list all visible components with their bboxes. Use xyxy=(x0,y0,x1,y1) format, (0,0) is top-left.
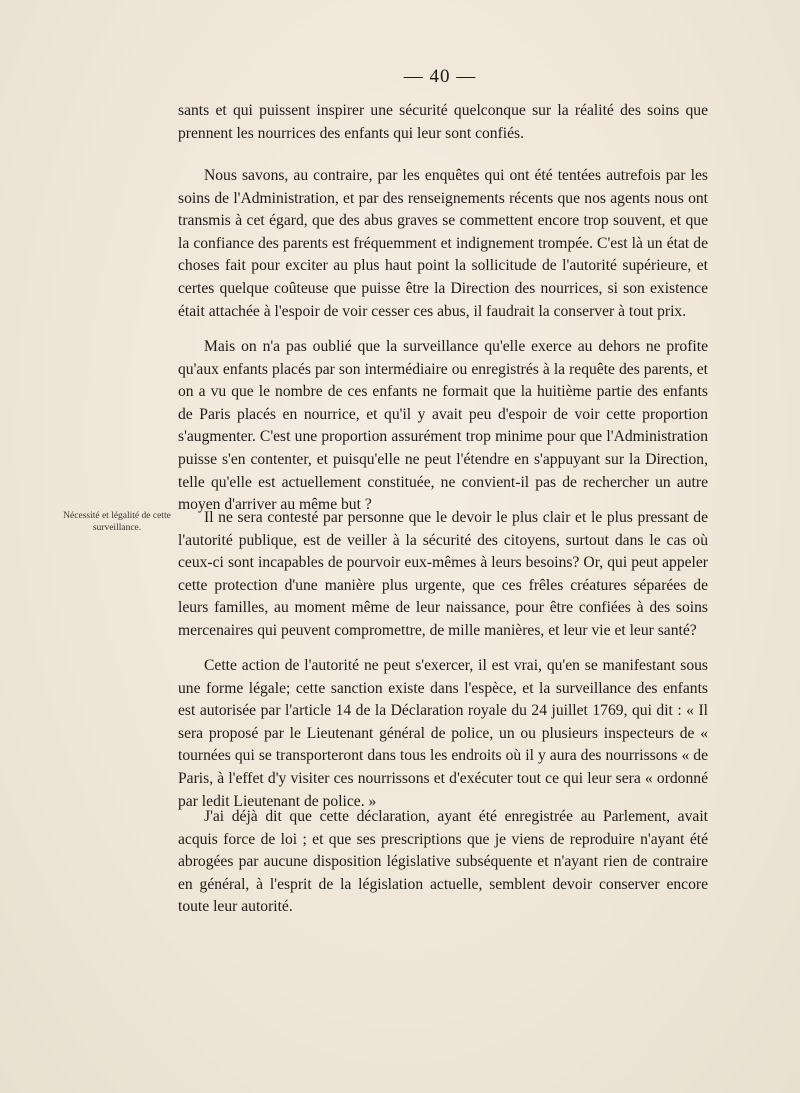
paragraph-block-4 xyxy=(178,507,708,643)
paragraph-block-2 xyxy=(178,165,708,323)
paragraph-continuation xyxy=(178,100,708,145)
paragraph-1: sants et qui puissent inspirer une sécurité quelconque sur la réalité des soins que prennent les nourrices des enfants qui leur sont confiés. xyxy=(178,102,708,142)
paragraph-2: Nous savons, au contraire, par les enquêtes qui ont été tentées autrefois par les soins de l'Administration, et par des renseignements récents que nos agents nous ont transmis à cet égard, que des abus graves se commettent encore trop souvent, et que la confiance des parents est fréquemment et indignement trompée. C'est là un état de choses fait pour exciter au plus haut point la sollicitude de l'autorité supérieure, et certes quelque coûteuse que puisse être la Direction des nourrices, si son existence était attachée à l'espoir de voir cesser ces abus, il faudrait la conserver à tout prix. xyxy=(178,167,708,320)
paragraph-block-3 xyxy=(178,336,708,517)
paragraph-5: Cette action de l'autorité ne peut s'exercer, il est vrai, qu'en se manifestant sous une forme légale; cette sanction existe dans l'espèce, et la surveillance des enfants est autorisée par l'article 14 de la Déclaration royale du 24 juillet 1769, qui dit : « Il sera proposé par le Lieutenant général de police, un ou plusieurs inspecteurs de « tournées qui se transporteront dans tous les endroits où il y aura des nourrissons « de Paris, à l'effet d'y visiter ces nourrissons et d'exécuter tout ce qui leur sera « ordonné par ledit Lieutenant de police. » xyxy=(178,657,708,810)
margin-note: Nécessité et légalité de cette surveillance. xyxy=(63,511,171,533)
paragraph-3: Mais on n'a pas oublié que la surveillance qu'elle exerce au dehors ne profite qu'aux enfants placés par son intermédiaire ou enregistrés à la requête des parents, et on a vu que le nombre de ces enfants ne formait que la huitième partie des enfants de Paris placés en nourrice, et qu'il y avait peu d'espoir de voir cette proportion s'augmenter. C'est une proportion assurément trop minime pour que l'Administration puisse s'en contenter, et puisqu'elle ne peut l'étendre en s'appuyant sur la Direction, telle qu'elle est actuellement constituée, ne convient-il pas de rechercher un autre moyen d'arriver au même but ? xyxy=(178,338,708,514)
paragraph-block-5 xyxy=(178,655,708,813)
paragraph-6: J'ai déjà dit que cette déclaration, ayant été enregistrée au Parlement, avait acquis force de loi ; et que ses prescriptions que je viens de reproduire n'ayant été abrogées par aucune disposition législative subséquente et n'ayant rien de contraire en général, à l'esprit de la législation actuelle, semblent devoir conserver encore toute leur autorité. xyxy=(178,808,708,916)
paragraph-4: Il ne sera contesté par personne que le devoir le plus clair et le plus pressant de l'autorité publique, est de veiller à la sécurité des citoyens, surtout dans le cas où ceux-ci sont incapables de pourvoir eux-mêmes à leurs besoins? Or, qui peut appeler cette protection d'une manière plus urgente, que ces frêles créatures séparées de leurs familles, au moment même de leur naissance, pour être confiées à des soins mercenaires qui peuvent compromettre, de mille manières, et leur vie et leur santé? xyxy=(178,509,708,639)
paragraph-block-6 xyxy=(178,806,708,919)
page-number: — 40 — xyxy=(403,66,477,87)
